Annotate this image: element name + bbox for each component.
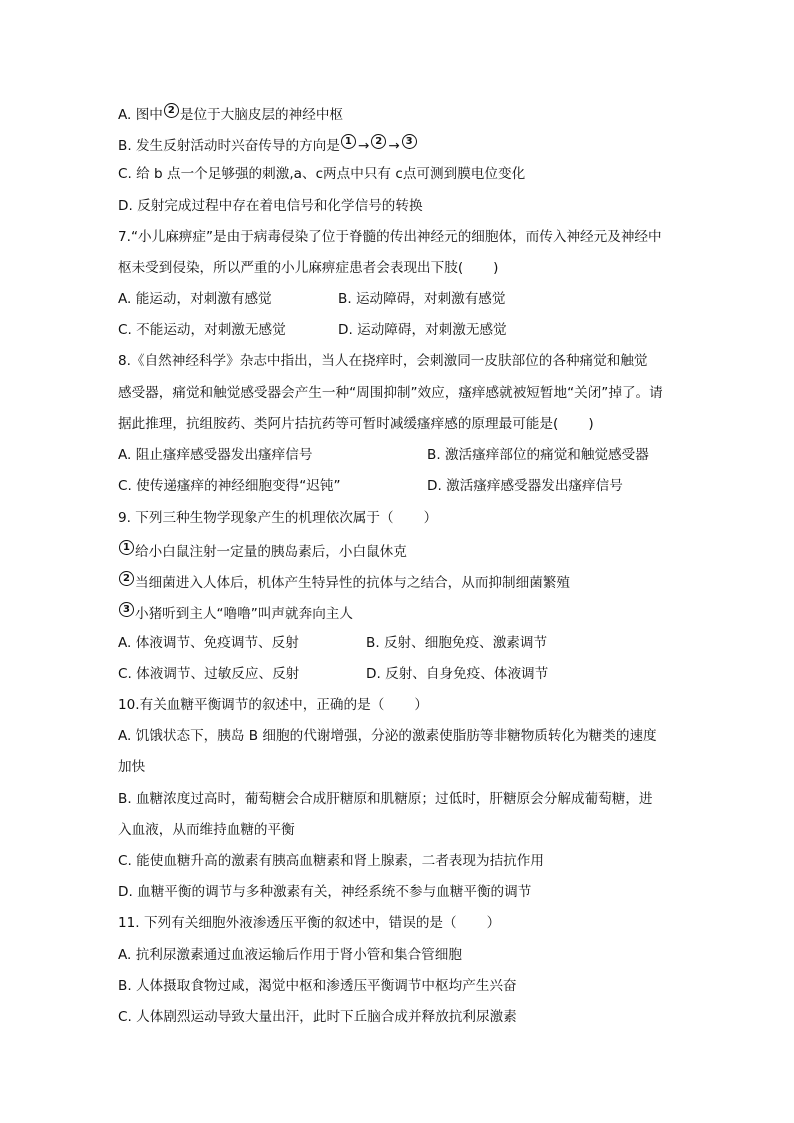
circled-number-icon: 3 <box>402 134 417 149</box>
q10-stem <box>118 696 428 714</box>
option-text: B. 发生反射活动时兴奋传导的方向是 <box>118 138 340 154</box>
stem-paren: ） <box>423 510 438 526</box>
q8-stem-line-2: 感受器，痛觉和触觉感受器会产生一种“周围抑制”效应，瘙痒感就被短暂地“关闭”掉了。请 <box>118 385 663 401</box>
stem-text: 11. 下列有关细胞外液渗透压平衡的叙述中，错误的是（ <box>118 915 457 931</box>
circled-number-icon: 2 <box>164 103 179 118</box>
q10-option-b-line-1: B. 血糖浓度过高时，葡萄糖会合成肝糖原和肌糖原；过低时，肝糖原会分解成葡萄糖，进 <box>118 791 653 807</box>
stem-text: 枢未受到侵染，所以严重的小儿麻痹症患者会表现出下肢( <box>118 260 464 276</box>
q8-stem-line-1: 8.《自然神经科学》杂志中指出，当人在挠痒时，会刺激同一皮肤部位的各种痛觉和触觉 <box>118 353 648 369</box>
stem-paren: ) <box>588 416 594 432</box>
circled-number-icon: 1 <box>119 540 134 555</box>
q8-option-b: B. 激活瘙痒部位的痛觉和触觉感受器 <box>427 447 649 463</box>
q7-stem-line-1: 7.“小儿麻痹症”是由于病毒侵染了位于脊髓的传出神经元的细胞体，而传入神经元及神经中 <box>118 229 662 245</box>
q10-option-c: C. 能使血糖升高的激素有胰高血糖素和肾上腺素，二者表现为拮抗作用 <box>118 853 544 869</box>
q8-option-c: C. 使传递瘙痒的神经细胞变得“迟钝” <box>118 478 341 494</box>
q8-option-d: D. 激活瘙痒感受器发出瘙痒信号 <box>427 478 623 494</box>
circled-number-icon: 1 <box>341 134 356 149</box>
q7-option-d: D. 运动障碍，对刺激无感觉 <box>338 322 507 338</box>
q6-option-b <box>118 134 418 155</box>
q7-stem-line-2 <box>118 259 498 277</box>
stem-text: 9. 下列三种生物学现象产生的机理依次属于（ <box>118 510 394 526</box>
q7-option-a: A. 能运动，对刺激有感觉 <box>118 291 272 307</box>
item-text: 小猪听到主人“噜噜”叫声就奔向主人 <box>135 606 353 622</box>
q9-stem <box>118 509 437 527</box>
option-text: A. 图中 <box>118 107 163 123</box>
option-text: 是位于大脑皮层的神经中枢 <box>179 107 344 123</box>
q9-option-d: D. 反射、自身免疫、体液调节 <box>366 666 549 682</box>
q10-option-a-line-2: 加快 <box>118 759 146 775</box>
q6-option-c: C. 给 b 点一个足够强的刺激,a、c两点中只有 c点可测到膜电位变化 <box>118 166 526 182</box>
arrow-icon: → <box>357 138 370 154</box>
arrow-icon: → <box>388 138 400 154</box>
circled-number-icon: 2 <box>119 571 134 586</box>
q11-option-b: B. 人体摄取食物过咸，渴觉中枢和渗透压平衡调节中枢均产生兴奋 <box>118 978 517 994</box>
stem-paren: ) <box>493 260 499 276</box>
circled-number-icon: 3 <box>119 602 134 617</box>
q7-option-b: B. 运动障碍，对刺激有感觉 <box>338 291 506 307</box>
stem-paren: ） <box>486 915 501 931</box>
q9-item-3 <box>118 602 353 623</box>
q9-item-2 <box>118 571 570 592</box>
q10-option-a-line-1: A. 饥饿状态下，胰岛 B 细胞的代谢增强，分泌的激素使脂肪等非糖物质转化为糖类的速度 <box>118 728 657 744</box>
item-text: 当细菌进入人体后，机体产生特异性的抗体与之结合，从而抑制细菌繁殖 <box>135 575 570 591</box>
q9-item-1 <box>118 540 407 561</box>
q9-option-b: B. 反射、细胞免疫、激素调节 <box>366 635 548 651</box>
q8-option-a: A. 阻止瘙痒感受器发出瘙痒信号 <box>118 447 313 463</box>
q6-option-a <box>118 103 343 124</box>
stem-text: 10.有关血糖平衡调节的叙述中，正确的是（ <box>118 697 385 713</box>
q11-stem <box>118 914 500 932</box>
q11-option-a: A. 抗利尿激素通过血液运输后作用于肾小管和集合管细胞 <box>118 947 462 963</box>
q9-option-c: C. 体液调节、过敏反应、反射 <box>118 666 300 682</box>
q6-option-d: D. 反射完成过程中存在着电信号和化学信号的转换 <box>118 198 423 214</box>
item-text: 给小白鼠注射一定量的胰岛素后，小白鼠休克 <box>135 544 407 560</box>
q10-option-d: D. 血糖平衡的调节与多种激素有关，神经系统不参与血糖平衡的调节 <box>118 884 532 900</box>
stem-text: 据此推理，抗组胺药、类阿片拮抗药等可暂时减缓瘙痒感的原理最可能是( <box>118 416 559 432</box>
q8-stem-line-3 <box>118 415 594 433</box>
q7-option-c: C. 不能运动，对刺激无感觉 <box>118 322 286 338</box>
q10-option-b-line-2: 入血液，从而维持血糖的平衡 <box>118 822 295 838</box>
q9-option-a: A. 体液调节、免疫调节、反射 <box>118 635 299 651</box>
stem-paren: ） <box>414 697 428 713</box>
circled-number-icon: 2 <box>371 134 386 149</box>
q11-option-c: C. 人体剧烈运动导致大量出汗，此时下丘脑合成并释放抗利尿激素 <box>118 1009 517 1025</box>
